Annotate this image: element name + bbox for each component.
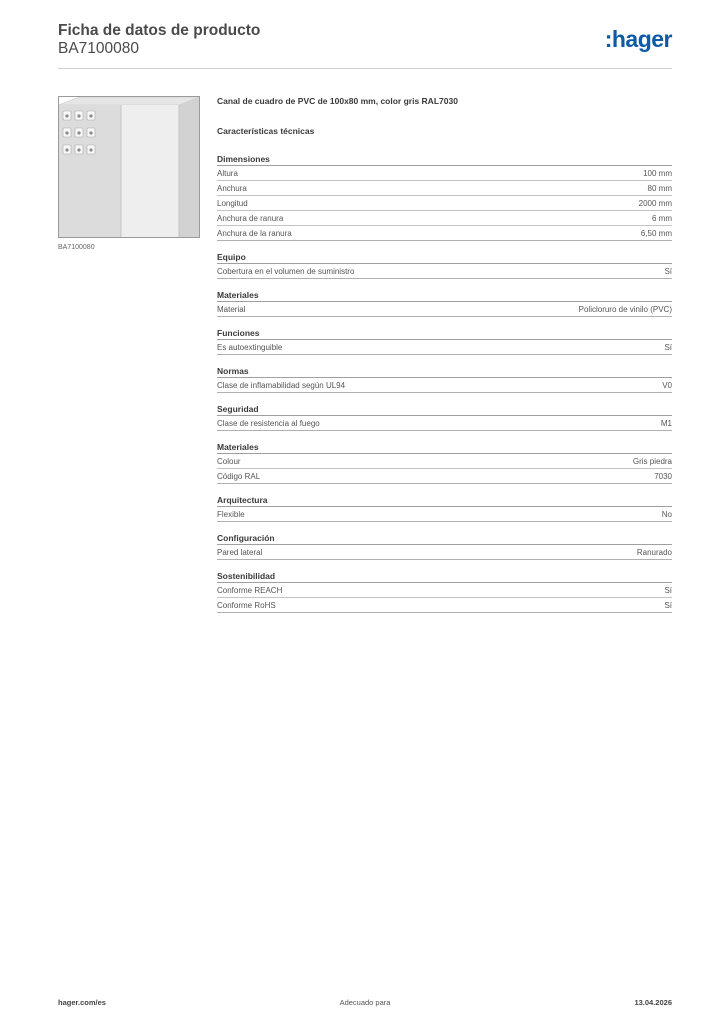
spec-value: Policloruro de vinilo (PVC) (578, 304, 672, 314)
product-code: BA7100080 (58, 40, 140, 57)
spec-row (217, 545, 672, 560)
spec-row (217, 181, 672, 196)
section-title: Normas (217, 364, 672, 378)
spec-row (217, 340, 672, 355)
spec-label: Anchura de la ranura (217, 228, 292, 238)
spec-value: Sí (664, 266, 672, 276)
document-title: Ficha de datos de producto (58, 22, 261, 39)
spec-section (217, 288, 672, 317)
section-title: Sostenibilidad (217, 569, 672, 583)
spec-value: Ranurado (636, 547, 672, 557)
spec-value: 6,50 mm (640, 228, 672, 238)
spec-label: Pared lateral (217, 547, 263, 557)
spec-label: Clase de inflamabilidad según UL94 (217, 380, 346, 390)
spec-label: Clase de resistencia al fuego (217, 418, 320, 428)
spec-section (217, 250, 672, 279)
spec-label: Material (217, 304, 246, 314)
product-image (58, 96, 200, 238)
section-title: Funciones (217, 326, 672, 340)
spec-section (217, 152, 672, 241)
spec-value: Gris piedra (632, 456, 672, 466)
spec-label: Código RAL (217, 471, 261, 481)
section-title: Arquitectura (217, 493, 672, 507)
footer-website: hager.com/es (58, 998, 106, 1007)
product-description: Canal de cuadro de PVC de 100x80 mm, color gris RAL7030 (217, 96, 458, 106)
spec-value: 100 mm (643, 168, 672, 178)
spec-row (217, 416, 672, 431)
spec-sections (217, 152, 672, 613)
spec-row (217, 196, 672, 211)
spec-section (217, 402, 672, 431)
spec-row (217, 302, 672, 317)
spec-row (217, 166, 672, 181)
spec-row (217, 211, 672, 226)
spec-value: V0 (662, 380, 672, 390)
spec-label: Anchura de ranura (217, 213, 284, 223)
spec-row (217, 264, 672, 279)
spec-value: 6 mm (652, 213, 672, 223)
spec-section (217, 440, 672, 484)
spec-label: Conforme RoHS (217, 600, 276, 610)
section-title: Equipo (217, 250, 672, 264)
page-header (58, 20, 672, 68)
spec-label: Cobertura en el volumen de suministro (217, 266, 355, 276)
spec-section (217, 326, 672, 355)
spec-section (217, 364, 672, 393)
spec-label: Colour (217, 456, 241, 466)
spec-value: Sí (664, 600, 672, 610)
spec-label: Es autoextinguible (217, 342, 283, 352)
spec-section (217, 531, 672, 560)
spec-row (217, 583, 672, 598)
hager-logo: :hager (604, 26, 672, 52)
image-caption: BA7100080 (58, 244, 95, 251)
spec-row (217, 469, 672, 484)
section-title: Materiales (217, 288, 672, 302)
spec-value: M1 (660, 418, 672, 428)
spec-label: Flexible (217, 509, 245, 519)
spec-label: Anchura (217, 183, 247, 193)
section-title: Seguridad (217, 402, 672, 416)
section-title: Configuración (217, 531, 672, 545)
spec-section (217, 493, 672, 522)
spec-row (217, 598, 672, 613)
spec-row (217, 454, 672, 469)
spec-label: Longitud (217, 198, 248, 208)
spec-label: Altura (217, 168, 238, 178)
spec-value: 2000 mm (638, 198, 672, 208)
cable-duct-illustration (59, 97, 199, 237)
spec-value: Sí (664, 342, 672, 352)
spec-value: 80 mm (647, 183, 672, 193)
section-title: Materiales (217, 440, 672, 454)
header-divider (58, 68, 672, 69)
spec-value: No (661, 509, 672, 519)
technical-characteristics-title: Características técnicas (217, 126, 315, 136)
spec-row (217, 378, 672, 393)
spec-section (217, 569, 672, 613)
footer-center-text: Adecuado para (339, 998, 391, 1007)
spec-value: Sí (664, 585, 672, 595)
footer-date: 13.04.2026 (634, 998, 672, 1007)
spec-value: 7030 (654, 471, 672, 481)
section-title: Dimensiones (217, 152, 672, 166)
spec-row (217, 507, 672, 522)
spec-row (217, 226, 672, 241)
spec-label: Conforme REACH (217, 585, 283, 595)
spec-content (217, 96, 672, 622)
